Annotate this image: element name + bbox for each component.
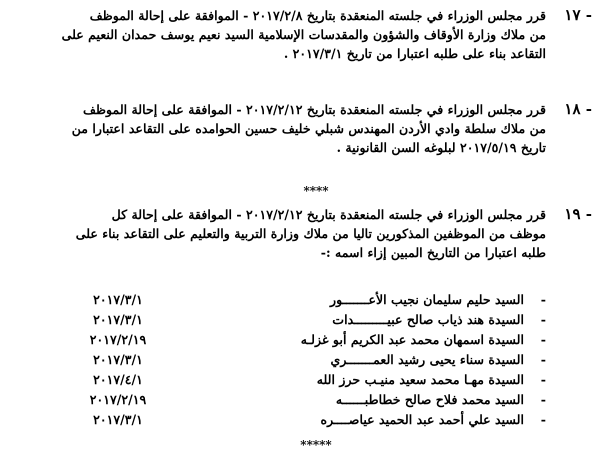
item-number: ١٧ - bbox=[564, 6, 592, 24]
retirement-date: ٢٠١٧/٢/١٩ bbox=[89, 332, 147, 347]
bullet-dash: - bbox=[540, 352, 546, 367]
retiree-name: السيد محمد فلاح صالح خطاطبــــــه bbox=[335, 392, 524, 407]
text-line: قرر مجلس الوزراء في جلسته المنعقدة بتاريخ ٢٠١٧/٢/١٢ - الموافقة على إحالة كل bbox=[111, 207, 546, 222]
bullet-dash: - bbox=[540, 392, 546, 407]
retiree-name: السيد علي أحمد عبد الحميد عياصــــره bbox=[320, 412, 524, 427]
list-item bbox=[58, 410, 546, 430]
list-item bbox=[58, 350, 546, 370]
item-text bbox=[18, 205, 546, 262]
item-number: ١٨ - bbox=[564, 100, 592, 118]
list-item bbox=[58, 310, 546, 330]
retiree-name: السيدة هند ذياب صالح عبيـــــــــدات bbox=[332, 312, 524, 327]
separator-stars: ***** bbox=[300, 438, 332, 452]
retirement-date: ٢٠١٧/٣/١ bbox=[93, 312, 143, 327]
list-item bbox=[58, 370, 546, 390]
list-item bbox=[58, 290, 546, 310]
retiree-list bbox=[58, 290, 546, 430]
bullet-dash: - bbox=[540, 292, 546, 307]
retiree-name: السيدة اسمهان محمد عبد الكريم أبو غزلـه bbox=[300, 332, 524, 347]
item-number: ١٩ - bbox=[564, 205, 592, 223]
decision-item-18 bbox=[18, 100, 592, 157]
retirement-date: ٢٠١٧/٣/١ bbox=[93, 352, 143, 367]
list-item bbox=[58, 390, 546, 410]
text-line: طلبه اعتبارا من التاريخ المبين إزاء اسمه :- bbox=[320, 245, 546, 260]
retiree-name: السيدة مهـا محمد سعيد منيـب حرز الله bbox=[316, 372, 524, 387]
list-item bbox=[58, 330, 546, 350]
item-text bbox=[18, 100, 546, 157]
text-line: قرر مجلس الوزراء في جلسته المنعقدة بتاريخ ٢٠١٧/٢/١٢ - الموافقة على إحالة الموظف bbox=[82, 102, 546, 117]
separator-stars: **** bbox=[303, 184, 329, 198]
item-text bbox=[18, 6, 546, 63]
text-line: التقاعد بناء على طلبه اعتبارا من تاريخ ٢٠١٧/٣/١ . bbox=[283, 46, 546, 61]
retirement-date: ٢٠١٧/٣/١ bbox=[93, 292, 143, 307]
bullet-dash: - bbox=[540, 372, 546, 387]
retirement-date: ٢٠١٧/٢/١٩ bbox=[89, 392, 147, 407]
decision-item-19 bbox=[18, 205, 592, 262]
bullet-dash: - bbox=[540, 412, 546, 427]
text-line: قرر مجلس الوزراء في جلسته المنعقدة بتاريخ ٢٠١٧/٢/٨ - الموافقة على إحالة الموظف bbox=[89, 8, 546, 23]
text-line: تاريخ ٢٠١٧/٥/١٩ لبلوغه السن القانونية . bbox=[336, 140, 546, 155]
text-line: موظف من الموظفين المذكورين تاليا من ملاك وزارة التربية والتعليم على التقاعد بناء على bbox=[75, 226, 546, 241]
retiree-name: السيدة سناء يحيى رشيد العمـــــــري bbox=[330, 352, 524, 367]
retirement-date: ٢٠١٧/٣/١ bbox=[93, 412, 143, 427]
bullet-dash: - bbox=[540, 332, 546, 347]
text-line: من ملاك سلطة وادي الأردن المهندس شبلي خليف حسين الحوامده على التقاعد اعتبارا من bbox=[71, 121, 546, 136]
bullet-dash: - bbox=[540, 312, 546, 327]
retirement-date: ٢٠١٧/٤/١ bbox=[93, 372, 143, 387]
decision-item-17 bbox=[18, 6, 592, 63]
retiree-name: السيد حليم سليمان نجيب الأعـــــــور bbox=[330, 292, 524, 307]
text-line: من ملاك وزارة الأوقاف والشؤون والمقدسات الإسلامية السيد نعيم يوسف حمدان النعيم على bbox=[61, 27, 546, 42]
